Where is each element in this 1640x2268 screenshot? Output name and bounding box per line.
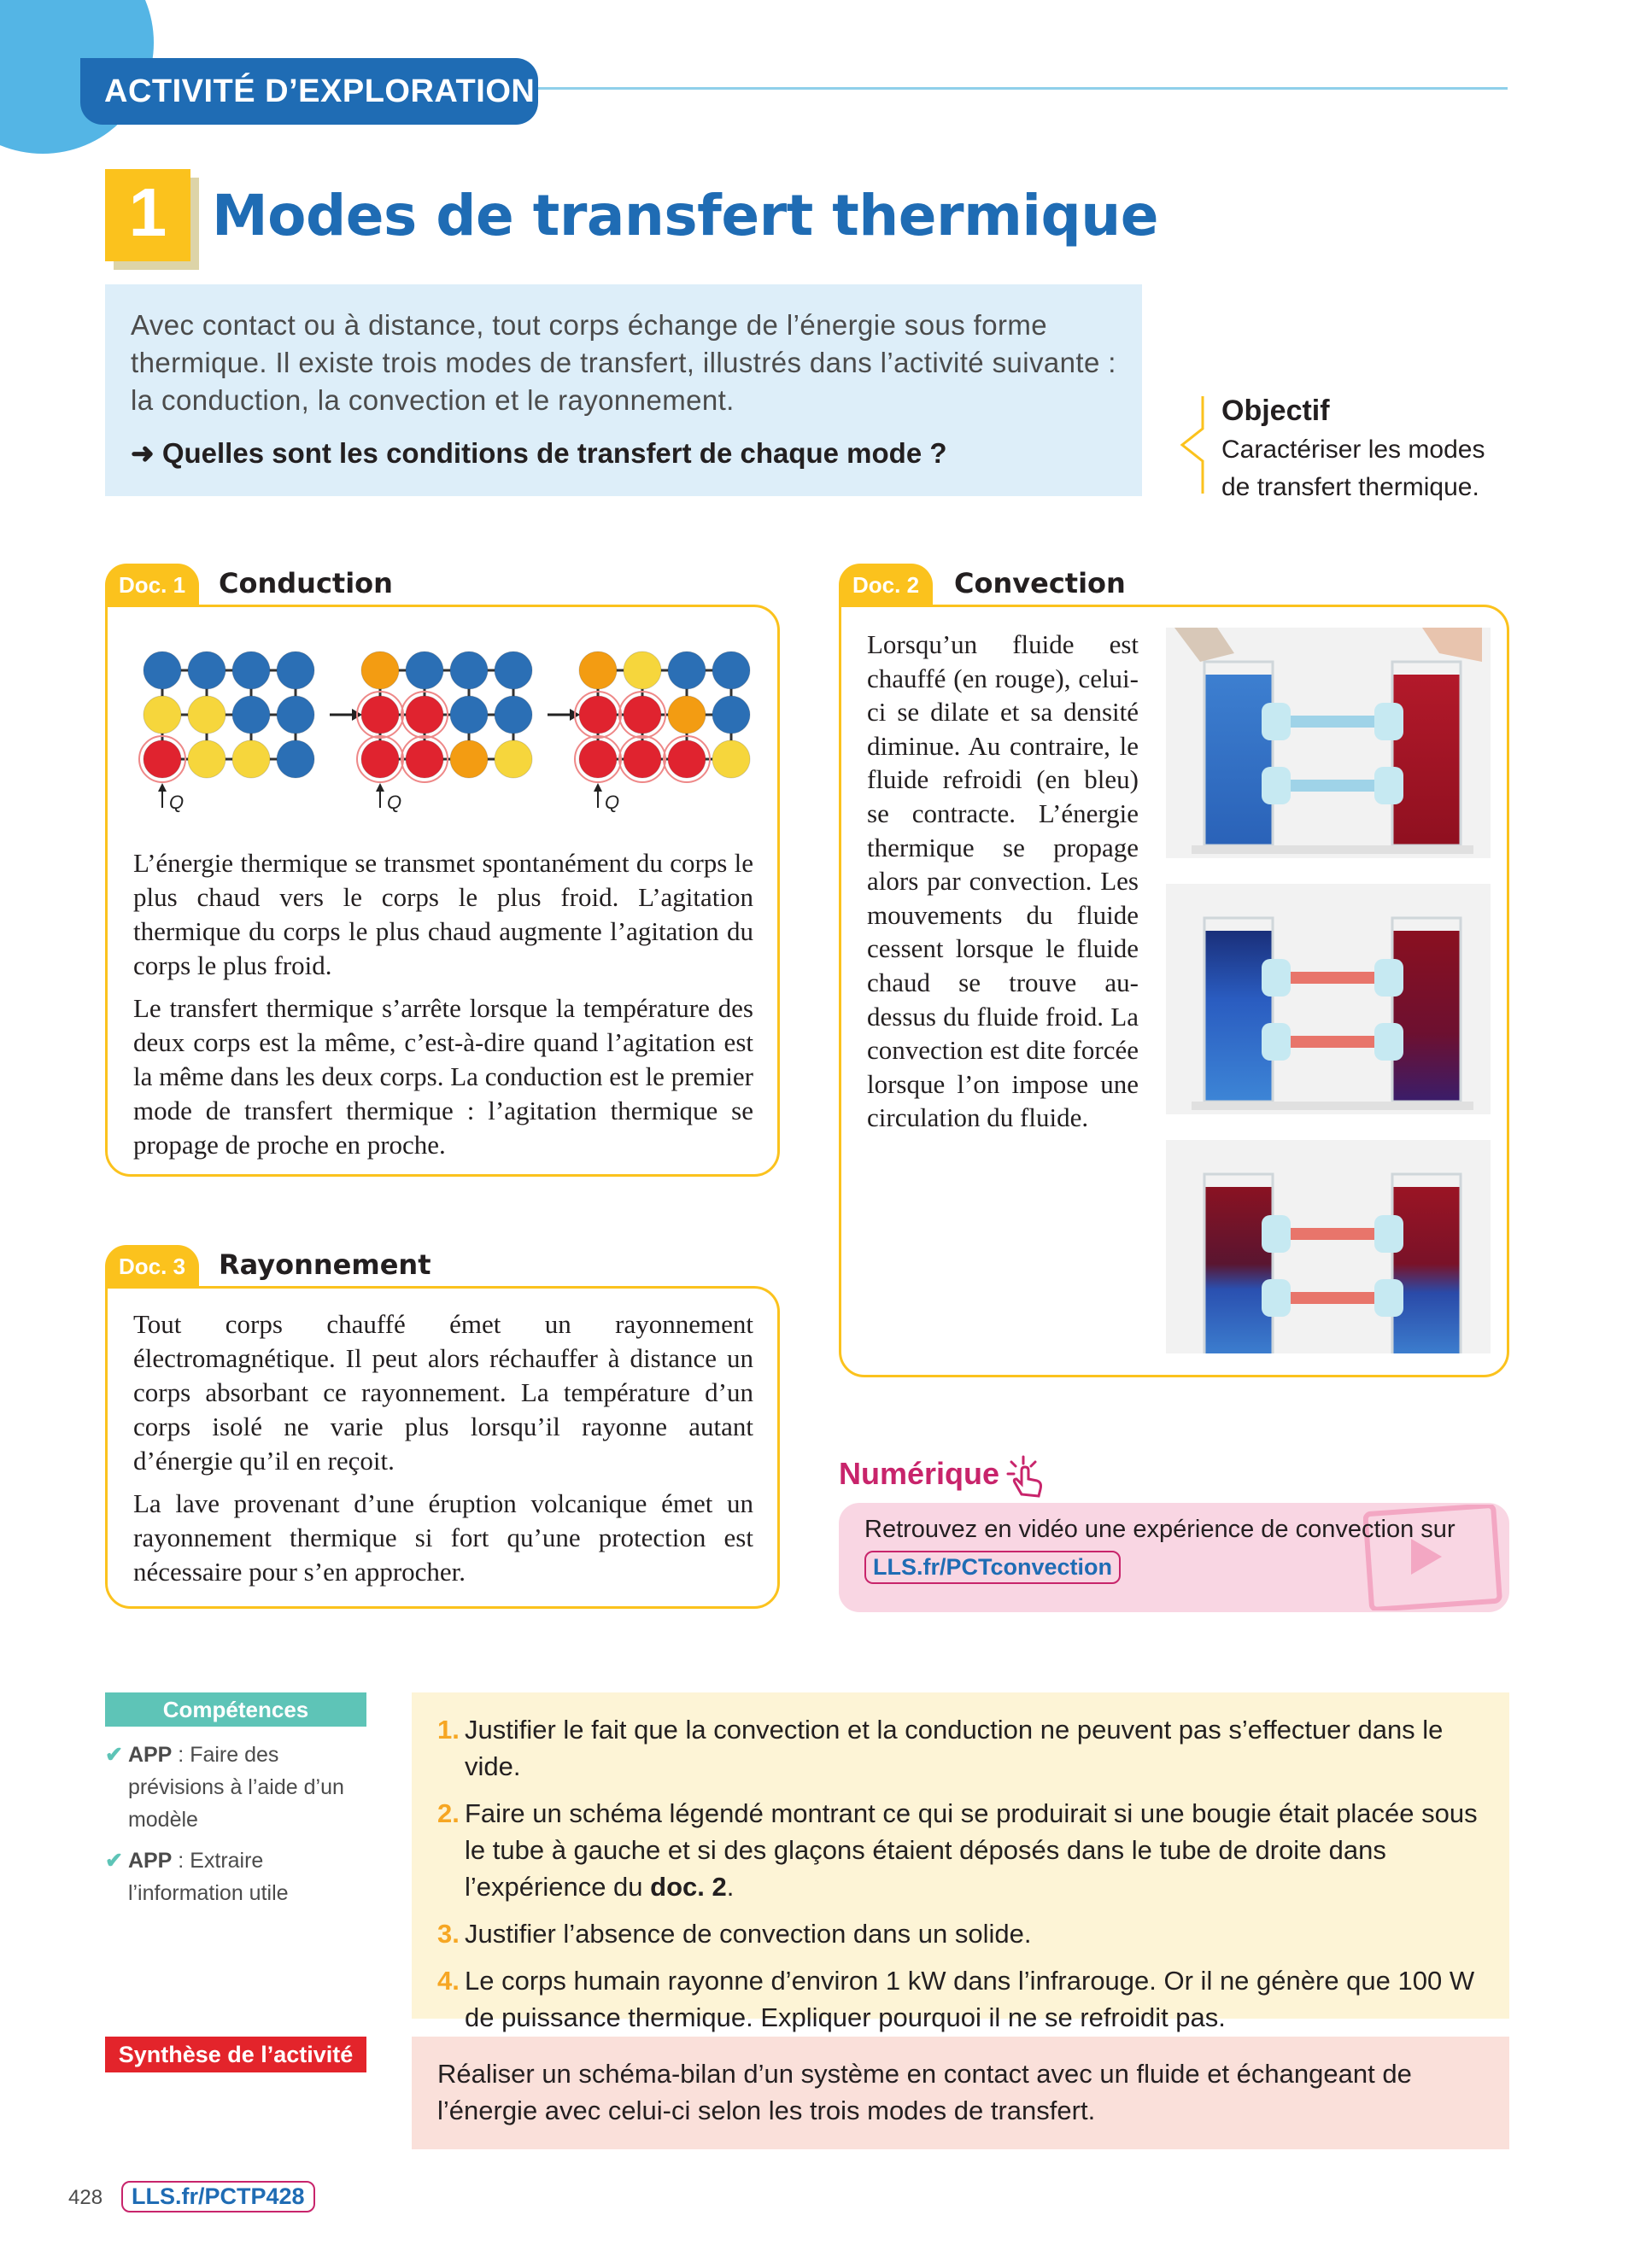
hand-pointer-icon xyxy=(1003,1453,1051,1501)
question-text: Faire un schéma légendé montrant ce qui se produirait si une bougie était placée sous le tube à gauche et si des glaçons étaient déposés dans le tube de droite dans l’expérience du xyxy=(465,1798,1478,1902)
lattice-particle xyxy=(144,652,181,689)
pipe-connector xyxy=(1374,959,1403,997)
question-number: 1. xyxy=(437,1715,460,1745)
footer-link[interactable]: LLS.fr/PCTP428 xyxy=(121,2181,315,2212)
pipe-connector xyxy=(1374,1023,1403,1061)
lattice-particle xyxy=(361,696,399,734)
doc1-paragraph-1: L’énergie thermique se transmet spontanément du corps le plus chaud vers le corps le plus froid. L’agitation thermique du corps le plus chaud augmente l’agitation du corps le plus froid. xyxy=(133,848,753,980)
header-rule xyxy=(538,87,1508,90)
lattice-particle xyxy=(579,652,617,689)
lattice-particle xyxy=(361,652,399,689)
conduction-diagram xyxy=(125,633,765,821)
lattice-particle xyxy=(579,740,617,778)
doc3-text xyxy=(133,1307,753,1598)
question-item xyxy=(437,1962,1484,2036)
doc2-box xyxy=(839,605,1509,1377)
lattice-particle xyxy=(668,652,706,689)
pipe-connector xyxy=(1262,1023,1291,1061)
left-tube xyxy=(1204,675,1273,845)
doc1-text xyxy=(133,846,753,1171)
doc3-paragraph-1: Tout corps chauffé émet un rayonnement électromagnétique. Il peut alors réchauffer à distance un corps absorbant ce rayonnement. La température d’un corps isolé ne varie plus lorsqu’il rayonne autant d’énergie qu’il en reçoit. xyxy=(133,1309,753,1476)
numerique-title: Numérique xyxy=(839,1456,1000,1491)
question-text: Justifier le fait que la convection et la conduction ne peuvent pas s’effectuer dans le vide. xyxy=(465,1715,1444,1781)
lattice-particle xyxy=(232,652,270,689)
right-tube xyxy=(1392,931,1461,1102)
convection-photos xyxy=(1166,628,1491,1353)
lattice-particle xyxy=(450,652,488,689)
competence-item xyxy=(105,1739,378,1836)
lattice-particle xyxy=(361,740,399,778)
doc3-tag: Doc. 3 xyxy=(105,1245,199,1288)
lattice-particle xyxy=(712,740,750,778)
convection-panel xyxy=(1166,628,1491,858)
heat-label: Q xyxy=(169,792,184,813)
question-item xyxy=(437,1795,1484,1905)
lattice-particle xyxy=(579,696,617,734)
intro-question: ➜ Quelles sont les conditions de transfert de chaque mode ? xyxy=(131,437,947,469)
question-item xyxy=(437,1915,1484,1952)
doc3-box xyxy=(105,1286,780,1609)
lattice-particle xyxy=(495,740,532,778)
question-text: Le corps humain rayonne d’environ 1 kW dans l’infrarouge. Or il ne génère que 100 W de puissance thermique. Expliquer pourquoi il ne se refroidit pas. xyxy=(465,1966,1475,2032)
competence-code: APP xyxy=(127,1849,173,1873)
pipe-connector xyxy=(1374,1215,1403,1253)
lattice-particle xyxy=(188,696,226,734)
synthese-title: Synthèse de l’activité xyxy=(105,2037,366,2072)
heat-arrow-head xyxy=(594,783,602,792)
lattice-particle xyxy=(450,696,488,734)
lattice-particle xyxy=(406,696,443,734)
activity-banner: ACTIVITÉ D’EXPLORATION xyxy=(80,58,538,125)
page-number: 428 xyxy=(68,2186,103,2209)
heat-arrow-head xyxy=(158,783,167,792)
left-tube xyxy=(1204,1187,1273,1353)
lattice-particle xyxy=(232,740,270,778)
lattice-particle xyxy=(144,696,181,734)
convection-panel xyxy=(1166,1140,1491,1353)
objective-text: Caractériser les modes de transfert thermique. xyxy=(1221,435,1485,501)
pipe-connector xyxy=(1262,767,1291,804)
lattice-particle xyxy=(277,696,314,734)
lattice-particle xyxy=(668,740,706,778)
lattice-particle xyxy=(495,652,532,689)
question-item xyxy=(437,1711,1484,1785)
doc2-tag: Doc. 2 xyxy=(839,564,933,606)
photo-base xyxy=(1192,1102,1473,1110)
question-end: . xyxy=(726,1872,735,1902)
lattice-particle xyxy=(188,740,226,778)
competences-title: Compétences xyxy=(105,1692,366,1727)
intro-text: Avec contact ou à distance, tout corps échange de l’énergie sous forme thermique. Il existe trois modes de transfert, illustrés dans l’activité suivante : la conduction, la convection et le rayonnement. xyxy=(131,309,1116,416)
objective-brace xyxy=(1179,395,1204,495)
activity-number: 1 xyxy=(105,169,190,261)
lattice-particle xyxy=(277,740,314,778)
question-doc-ref: doc. 2 xyxy=(650,1872,727,1902)
photo-base xyxy=(1192,845,1473,854)
lattice-particle xyxy=(624,740,661,778)
objective-title: Objectif xyxy=(1221,395,1330,427)
pipe-connector xyxy=(1262,1215,1291,1253)
page-title: Modes de transfert thermique xyxy=(212,183,1158,248)
lattice-particle xyxy=(712,696,750,734)
question-number: 4. xyxy=(437,1966,460,1996)
lattice-particle xyxy=(406,652,443,689)
right-tube xyxy=(1392,675,1461,845)
heat-label: Q xyxy=(387,792,402,813)
lattice-particle xyxy=(406,740,443,778)
lattice-particle xyxy=(144,740,181,778)
lattice-particle xyxy=(450,740,488,778)
convection-panel xyxy=(1166,884,1491,1114)
lattice-particle xyxy=(624,696,661,734)
question-number: 3. xyxy=(437,1919,460,1949)
pipe-connector xyxy=(1374,1279,1403,1317)
intro-box xyxy=(105,284,1142,496)
numerique-text: Retrouvez en vidéo une expérience de convection sur xyxy=(864,1516,1456,1543)
lattice-particle xyxy=(668,696,706,734)
synthese-text: Réaliser un schéma-bilan d’un système en contact avec un fluide et échangeant de l’énergie avec celui-ci selon les trois modes de transfert. xyxy=(412,2037,1509,2149)
check-icon: ✔ xyxy=(105,1849,123,1873)
competence-text: : Extraire l’information utile xyxy=(127,1849,289,1905)
doc1-paragraph-2: Le transfert thermique s’arrête lorsque la température des deux corps est la même, c’est-à-dire quand l’agitation est la même dans les deux corps. La conduction est le premier mode de transfert thermique : l’agitation thermique se propage de proche en proche. xyxy=(133,993,753,1160)
lattice-particle xyxy=(232,696,270,734)
lattice-particle xyxy=(624,652,661,689)
right-tube xyxy=(1392,1187,1461,1353)
doc1-title: Conduction xyxy=(219,567,393,599)
doc1-tag: Doc. 1 xyxy=(105,564,199,606)
doc3-title: Rayonnement xyxy=(219,1248,431,1281)
numerique-link[interactable]: LLS.fr/PCTconvection xyxy=(864,1551,1121,1584)
question-number: 2. xyxy=(437,1798,460,1828)
doc2-text: Lorsqu’un fluide est chauffé (en rouge), celui-ci se dilate et sa densité diminue. Au contraire, le fluide refroidi (en bleu) se contracte. L’énergie thermique se propage alors par convection. Les mouvements du fluide cessent lorsque le fluide chaud se trouve au-dessus du fluide froid. La convection est dite forcée lorsque l’on impose une circulation du fluide. xyxy=(867,629,1139,1133)
lattice-particle xyxy=(188,652,226,689)
competence-text: : Faire des prévisions à l’aide d’un modèle xyxy=(127,1743,344,1832)
pipe-connector xyxy=(1262,703,1291,740)
check-icon: ✔ xyxy=(105,1743,123,1767)
pipe-connector xyxy=(1262,959,1291,997)
doc2-title: Convection xyxy=(954,567,1126,599)
lattice-particle xyxy=(277,652,314,689)
pipe-connector xyxy=(1262,1279,1291,1317)
lattice-particle xyxy=(495,696,532,734)
doc3-paragraph-2: La lave provenant d’une éruption volcanique émet un rayonnement thermique si fort qu’une protection est nécessaire pour s’en approcher. xyxy=(133,1488,753,1587)
competence-item xyxy=(105,1844,378,1909)
doc1-box xyxy=(105,605,780,1177)
heat-arrow-head xyxy=(376,783,384,792)
lattice-particle xyxy=(712,652,750,689)
question-text: Justifier l’absence de convection dans un solide. xyxy=(465,1919,1032,1949)
pipe-connector xyxy=(1374,703,1403,740)
left-tube xyxy=(1204,931,1273,1102)
heat-label: Q xyxy=(605,792,620,813)
questions-box xyxy=(412,1692,1509,2032)
pipe-connector xyxy=(1374,767,1403,804)
competence-code: APP xyxy=(127,1743,173,1767)
